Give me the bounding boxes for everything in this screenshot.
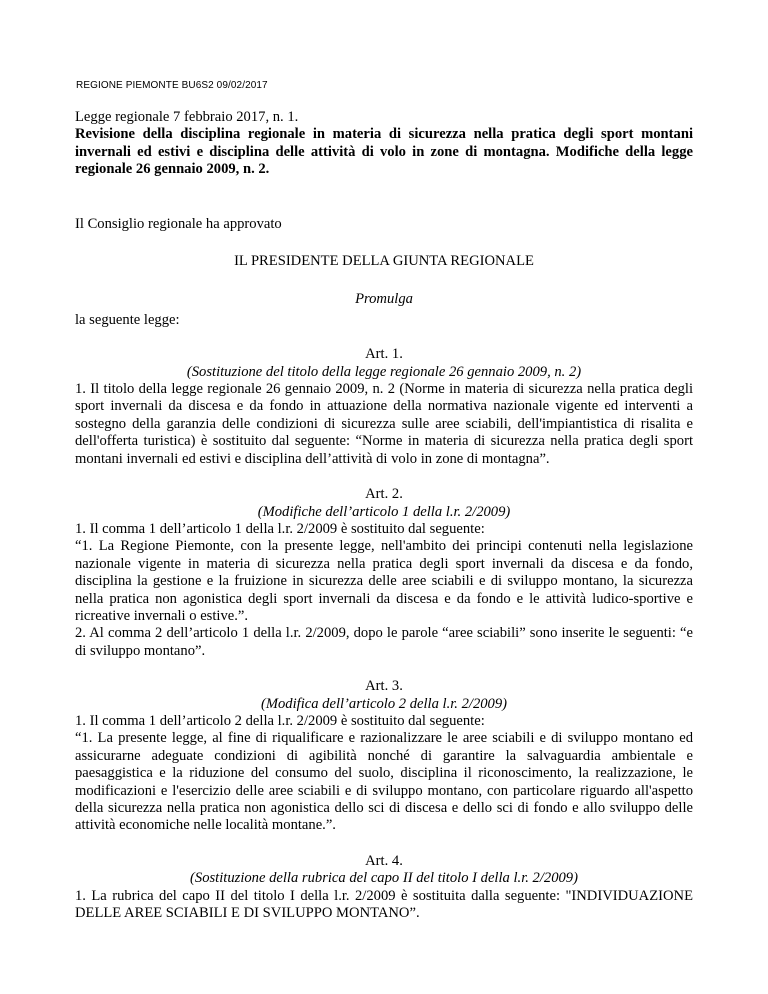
article-rubric: (Sostituzione della rubrica del capo II del titolo I della l.r. 2/2009) <box>190 870 578 887</box>
approval-statement: Il Consiglio regionale ha approvato <box>75 215 282 232</box>
article-1 <box>75 346 693 468</box>
article-4 <box>75 853 693 923</box>
article-paragraph: “1. La presente legge, al fine di riqualificare e razionalizzare le aree sciabili e di sviluppo montano ed assicurarne adeguate condizioni di agibilità nonché di garantire la salvaguardia ambientale e paesaggistica e la riduzione del consumo del suolo, disciplina il riconoscimento, la realizzazione, le modificazioni e l'esercizio delle aree sciabili e di sviluppo montano, con particolare riguardo all'aspetto della sicurezza nella pratica non agonistica dello sci di discesa e dello sci di fondo e allo sviluppo delle attività economiche nelle località montane.”. <box>75 730 693 834</box>
law-title: Revisione della disciplina regionale in materia di sicurezza nella pratica degli sport montani invernali ed estivi e disciplina delle attività di volo in zone di montagna. Modifiche della legge regionale 26 gennaio 2009, n. 2. <box>75 126 693 178</box>
article-paragraph: 1. Il comma 1 dell’articolo 1 della l.r. 2/2009 è sostituito dal seguente: <box>75 520 485 537</box>
article-number: Art. 1. <box>365 346 403 363</box>
article-rubric: (Sostituzione del titolo della legge regionale 26 gennaio 2009, n. 2) <box>186 363 582 380</box>
article-paragraph: 1. Il comma 1 dell’articolo 2 della l.r. 2/2009 è sostituito dal seguente: <box>75 712 485 729</box>
article-rubric: (Modifica dell’articolo 2 della l.r. 2/2009) <box>260 695 508 712</box>
article-paragraph: “1. La Regione Piemonte, con la presente legge, nell'ambito dei principi contenuti nella legislazione nazionale vigente in materia di sicurezza nella pratica degli sport invernali da discesa e da fondo, disciplina la gestione e la fruizione in sicurezza delle aree sciabili e di sviluppo montano, la sicurezza nella pratica non agonistica degli sport invernali da discesa e da fondo e le attività ludico-sportive e ricreative invernali o estive.”. <box>75 538 693 624</box>
article-paragraph: 1. La rubrica del capo II del titolo I della l.r. 2/2009 è sostituita dalla seguente: "INDIVIDUAZIONE DELLE AREE SCIABILI E DI SVILUPPO MONTANO”. <box>75 887 693 922</box>
article-number: Art. 3. <box>365 678 403 695</box>
article-rubric: (Modifiche dell’articolo 1 della l.r. 2/2009) <box>257 503 511 520</box>
article-number: Art. 4. <box>365 852 403 869</box>
publication-header: REGIONE PIEMONTE BU6S2 09/02/2017 <box>76 80 268 91</box>
article-2 <box>75 486 693 660</box>
promulga-label: Promulga <box>355 291 413 308</box>
article-paragraph: 2. Al comma 2 dell’articolo 1 della l.r. 2/2009, dopo le parole “aree sciabili” sono inserite le seguenti: “e di sviluppo montano”. <box>75 625 693 659</box>
following-law-label: la seguente legge: <box>75 311 180 328</box>
article-3 <box>75 678 693 835</box>
article-paragraph: 1. Il titolo della legge regionale 26 gennaio 2009, n. 2 (Norme in materia di sicurezza nella pratica degli sport invernali da discesa e da fondo in attuazione della normativa nazionale vigente ed interventi a sostegno della garanzia delle condizioni di sicurezza sulle aree sciabili, dell'impiantistica di risalita e dell'offerta turistica) è sostituito dal seguente: “Norme in materia di sicurezza nella pratica degli sport montani invernali ed estivi e disciplina dell’attività di volo in zone di montagna”. <box>75 381 693 467</box>
document-body <box>75 109 693 922</box>
article-number: Art. 2. <box>365 486 403 503</box>
law-reference: Legge regionale 7 febbraio 2017, n. 1. <box>75 109 299 125</box>
president-heading: IL PRESIDENTE DELLA GIUNTA REGIONALE <box>234 253 534 270</box>
